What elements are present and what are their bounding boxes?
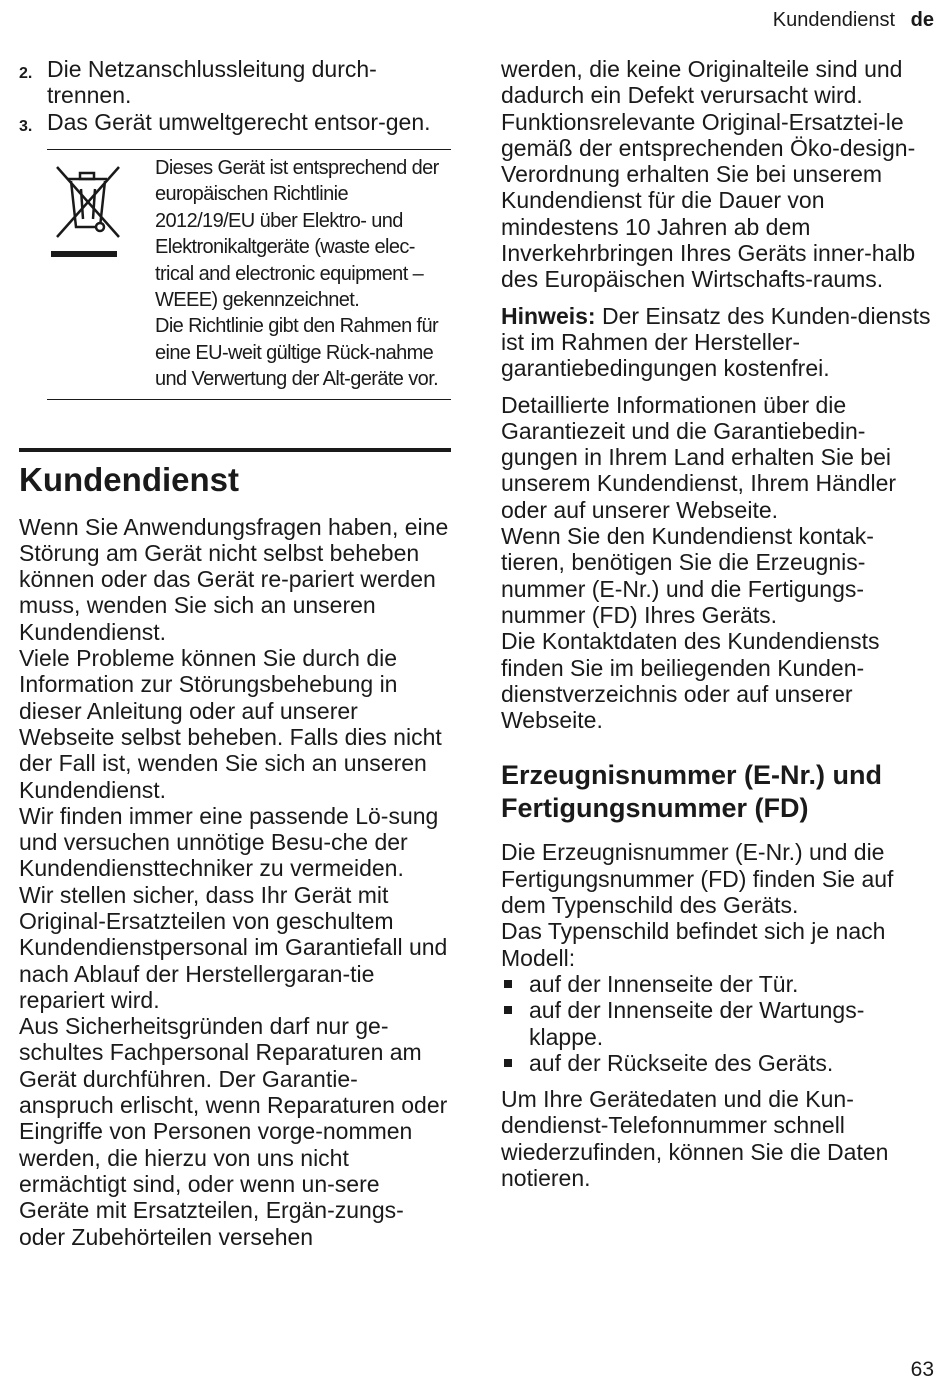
body-paragraph: Wir finden immer eine passende Lö-sung und versuchen unnötige Besu-che der Kundendiensttechniker zu vermeiden.: [19, 802, 439, 882]
right-column: [501, 56, 933, 1191]
body-paragraph: Funktionsrelevante Original-Ersatztei-le gemäß der entsprechenden Öko-design-Verordnung erhalten Sie bei unserem Kundendienst für die Dauer von mindestens 10 Jahren ab dem Inverkehrbringen Ihres Geräts inner-halb des Europäischen Wirtschafts-raums.: [501, 108, 916, 293]
page-number: 63: [910, 1358, 934, 1381]
step-item: [19, 56, 451, 109]
body-paragraph: Aus Sicherheitsgründen darf nur ge-schultes Fachpersonal Reparaturen am Gerät durchführen. Der Garantie-anspruch erlischt, wenn Reparaturen oder Eingriffe von Personen vorge-nommen werden, die hierzu von uns nicht ermächtigt sind, oder wenn un-sere Geräte mit Ersatzteilen, Ergän-zungs- oder Zubehörteilen versehen: [19, 1013, 448, 1250]
step-number: 3.: [19, 117, 33, 135]
body-paragraph: Wenn Sie Anwendungsfragen haben, eine Störung am Gerät nicht selbst beheben können oder das Gerät re-pariert werden muss, wenden Sie sich an unseren Kundendienst.: [19, 513, 449, 645]
body-paragraph-continued: werden, die keine Originalteile sind und dadurch ein Defekt verursacht wird.: [501, 56, 903, 109]
weee-text: [155, 155, 451, 393]
list-item: auf der Rückseite des Geräts.: [501, 1050, 933, 1076]
section-rule: [19, 448, 451, 452]
note-paragraph: [501, 303, 933, 382]
body-paragraph: Detaillierte Informationen über die Garantiezeit und die Garantiebedin-gungen in Ihrem Land erhalten Sie bei unserem Kundendienst, Ihrem Händler oder auf unserer Webseite.: [501, 391, 897, 523]
step-text: Die Netzanschlussleitung durch-trennen.: [47, 56, 377, 109]
weee-paragraph: Die Richtlinie gibt den Rahmen für eine EU-weit gültige Rück-nahme und Verwertung der Alt-geräte vor.: [155, 315, 439, 391]
location-list: [501, 971, 933, 1076]
step-number: 2.: [19, 65, 33, 82]
list-item: auf der Innenseite der Wartungs-klappe.: [501, 997, 933, 1050]
running-header: [773, 8, 934, 32]
header-section-title: Kundendienst: [772, 9, 896, 31]
weee-notice-box: [47, 149, 451, 400]
body-paragraph: Wenn Sie den Kundendienst kontak-tieren, benötigen Sie die Erzeugnis-nummer (E-Nr.) und die Fertigungs-nummer (FD) Ihres Geräts.: [501, 523, 874, 628]
list-item: auf der Innenseite der Tür.: [501, 971, 933, 997]
section-title-kundendienst: Kundendienst: [19, 460, 239, 498]
note-text: Der Einsatz des Kunden-diensts ist im Rahmen der Hersteller-garantiebedingungen kostenfrei.: [501, 302, 931, 382]
section-title-erzeugnisnummer: Erzeugnisnummer (E-Nr.) und Fertigungsnummer (FD): [501, 760, 883, 824]
body-paragraph: Die Kontaktdaten des Kundendiensts finden Sie im beiliegenden Kunden-dienstverzeichnis oder auf unserer Webseite.: [501, 628, 880, 734]
weee-paragraph: Dieses Gerät ist entsprechend der europäischen Richtlinie 2012/19/EU über Elektro- und Elektronikaltgeräte (waste elec-trical and electronic equipment – WEEE) gekennzeichnet.: [155, 156, 439, 311]
step-item: [19, 109, 451, 140]
body-paragraph: Wir stellen sicher, dass Ihr Gerät mit Original-Ersatzteilen von geschultem Kundendienstpersonal im Garantiefall und nach Ablauf der Herstellergaran-tie repariert wird.: [19, 881, 448, 1013]
step-text: Das Gerät umweltgerecht entsor-gen.: [47, 108, 431, 135]
crossed-out-wheelie-bin-icon: [47, 155, 155, 393]
left-column: [19, 56, 451, 1250]
note-label: Hinweis:: [501, 302, 596, 329]
body-paragraph: Das Typenschild befindet sich je nach Modell:: [501, 918, 886, 971]
header-language-code: de: [910, 9, 934, 31]
body-paragraph: Die Erzeugnisnummer (E-Nr.) und die Fertigungsnummer (FD) finden Sie auf dem Typenschild des Geräts.: [501, 839, 894, 919]
body-paragraph: Viele Probleme können Sie durch die Information zur Störungsbehebung in dieser Anleitung oder auf unserer Webseite selbst beheben. Falls dies nicht der Fall ist, wenden Sie sich an unseren Kundendienst.: [19, 645, 442, 803]
body-paragraph: Um Ihre Gerätedaten und die Kun-dendienst-Telefonnummer schnell wiederzufinden, können Sie die Daten notieren.: [501, 1086, 889, 1191]
